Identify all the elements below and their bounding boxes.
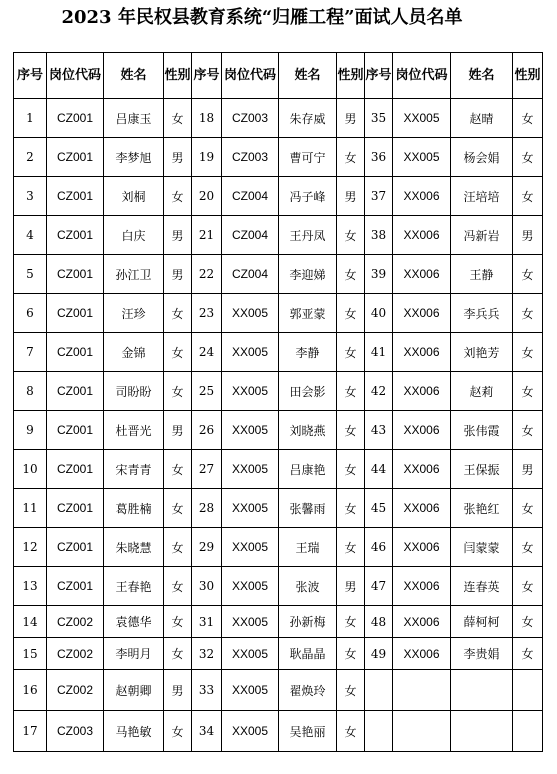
seq-cell: 25 — [192, 372, 222, 411]
seq-cell: 22 — [192, 255, 222, 294]
name-cell: 袁德华 — [104, 606, 164, 638]
name-cell: 王丹凤 — [279, 216, 337, 255]
empty-cell — [513, 670, 543, 711]
gender-cell: 女 — [164, 99, 192, 138]
gender-cell: 女 — [513, 411, 543, 450]
name-cell: 翟焕玲 — [279, 670, 337, 711]
name-cell: 张馨雨 — [279, 489, 337, 528]
code-cell: XX005 — [222, 489, 279, 528]
code-cell: CZ002 — [47, 670, 104, 711]
name-cell: 杜晋光 — [104, 411, 164, 450]
seq-cell: 17 — [14, 711, 47, 752]
gender-cell: 女 — [513, 528, 543, 567]
name-cell: 葛胜楠 — [104, 489, 164, 528]
name-cell: 金锦 — [104, 333, 164, 372]
table-body — [14, 99, 543, 752]
gender-cell: 男 — [337, 567, 365, 606]
seq-cell: 28 — [192, 489, 222, 528]
seq-cell: 38 — [365, 216, 393, 255]
code-cell: XX005 — [222, 606, 279, 638]
name-cell: 吕康艳 — [279, 450, 337, 489]
seq-cell: 4 — [14, 216, 47, 255]
name-cell: 白庆 — [104, 216, 164, 255]
seq-cell: 3 — [14, 177, 47, 216]
name-cell: 朱存威 — [279, 99, 337, 138]
seq-cell: 27 — [192, 450, 222, 489]
gender-cell: 男 — [337, 177, 365, 216]
gender-cell: 女 — [513, 372, 543, 411]
code-cell: XX005 — [222, 670, 279, 711]
name-cell: 汪培培 — [451, 177, 513, 216]
code-cell: CZ001 — [47, 99, 104, 138]
header-code: 岗位代码 — [47, 53, 104, 99]
code-cell: XX006 — [393, 528, 451, 567]
gender-cell: 女 — [164, 333, 192, 372]
gender-cell: 女 — [164, 567, 192, 606]
gender-cell: 女 — [337, 638, 365, 670]
header-seq: 序号 — [192, 53, 222, 99]
code-cell: CZ003 — [47, 711, 104, 752]
name-cell: 刘艳芳 — [451, 333, 513, 372]
name-cell: 朱晓慧 — [104, 528, 164, 567]
code-cell: XX006 — [393, 372, 451, 411]
seq-cell: 32 — [192, 638, 222, 670]
seq-cell: 1 — [14, 99, 47, 138]
interview-roster-table — [13, 52, 543, 752]
seq-cell: 12 — [14, 528, 47, 567]
gender-cell: 女 — [337, 372, 365, 411]
gender-cell: 女 — [164, 294, 192, 333]
gender-cell: 男 — [337, 99, 365, 138]
seq-cell: 44 — [365, 450, 393, 489]
name-cell: 李兵兵 — [451, 294, 513, 333]
seq-cell: 20 — [192, 177, 222, 216]
gender-cell: 男 — [513, 450, 543, 489]
name-cell: 王春艳 — [104, 567, 164, 606]
table-row — [14, 567, 543, 606]
table-row — [14, 450, 543, 489]
name-cell: 田会影 — [279, 372, 337, 411]
gender-cell: 女 — [164, 372, 192, 411]
name-cell: 闫蒙蒙 — [451, 528, 513, 567]
name-cell: 王保振 — [451, 450, 513, 489]
gender-cell: 女 — [164, 177, 192, 216]
code-cell: CZ001 — [47, 372, 104, 411]
gender-cell: 女 — [164, 528, 192, 567]
empty-cell — [393, 711, 451, 752]
empty-cell — [451, 711, 513, 752]
header-seq: 序号 — [365, 53, 393, 99]
code-cell: XX005 — [222, 333, 279, 372]
table-row — [14, 216, 543, 255]
seq-cell: 26 — [192, 411, 222, 450]
seq-cell: 43 — [365, 411, 393, 450]
gender-cell: 女 — [337, 489, 365, 528]
seq-cell: 14 — [14, 606, 47, 638]
table-row — [14, 333, 543, 372]
code-cell: CZ001 — [47, 528, 104, 567]
empty-cell — [365, 670, 393, 711]
code-cell: XX005 — [222, 638, 279, 670]
seq-cell: 23 — [192, 294, 222, 333]
code-cell: XX005 — [222, 294, 279, 333]
gender-cell: 女 — [337, 255, 365, 294]
name-cell: 孙江卫 — [104, 255, 164, 294]
gender-cell: 男 — [513, 216, 543, 255]
seq-cell: 47 — [365, 567, 393, 606]
gender-cell: 女 — [337, 450, 365, 489]
seq-cell: 7 — [14, 333, 47, 372]
code-cell: XX005 — [222, 411, 279, 450]
header-name: 姓名 — [104, 53, 164, 99]
seq-cell: 40 — [365, 294, 393, 333]
seq-cell: 36 — [365, 138, 393, 177]
name-cell: 汪珍 — [104, 294, 164, 333]
header-gender: 性别 — [513, 53, 543, 99]
gender-cell: 女 — [337, 294, 365, 333]
seq-cell: 48 — [365, 606, 393, 638]
table-row — [14, 255, 543, 294]
table-row — [14, 411, 543, 450]
gender-cell: 女 — [164, 450, 192, 489]
name-cell: 张伟霞 — [451, 411, 513, 450]
seq-cell: 41 — [365, 333, 393, 372]
seq-cell: 11 — [14, 489, 47, 528]
gender-cell: 女 — [164, 489, 192, 528]
name-cell: 李贵娟 — [451, 638, 513, 670]
name-cell: 赵晴 — [451, 99, 513, 138]
name-cell: 张波 — [279, 567, 337, 606]
table-row — [14, 606, 543, 638]
code-cell: CZ001 — [47, 255, 104, 294]
code-cell: XX006 — [393, 216, 451, 255]
gender-cell: 男 — [164, 138, 192, 177]
gender-cell: 女 — [164, 711, 192, 752]
code-cell: XX006 — [393, 294, 451, 333]
name-cell: 曹可宁 — [279, 138, 337, 177]
seq-cell: 13 — [14, 567, 47, 606]
gender-cell: 女 — [513, 567, 543, 606]
seq-cell: 8 — [14, 372, 47, 411]
header-name: 姓名 — [279, 53, 337, 99]
seq-cell: 2 — [14, 138, 47, 177]
table-row — [14, 177, 543, 216]
table-row — [14, 670, 543, 711]
gender-cell: 女 — [337, 711, 365, 752]
table-row — [14, 528, 543, 567]
table-row — [14, 711, 543, 752]
gender-cell: 女 — [337, 670, 365, 711]
code-cell: XX006 — [393, 411, 451, 450]
name-cell: 郭亚蒙 — [279, 294, 337, 333]
table-row — [14, 294, 543, 333]
name-cell: 张艳红 — [451, 489, 513, 528]
name-cell: 李静 — [279, 333, 337, 372]
code-cell: XX006 — [393, 177, 451, 216]
gender-cell: 女 — [513, 177, 543, 216]
code-cell: CZ002 — [47, 638, 104, 670]
name-cell: 耿晶晶 — [279, 638, 337, 670]
code-cell: CZ001 — [47, 138, 104, 177]
table-row — [14, 99, 543, 138]
header-name: 姓名 — [451, 53, 513, 99]
gender-cell: 女 — [513, 138, 543, 177]
gender-cell: 男 — [164, 255, 192, 294]
seq-cell: 33 — [192, 670, 222, 711]
code-cell: XX005 — [222, 567, 279, 606]
seq-cell: 9 — [14, 411, 47, 450]
name-cell: 连春英 — [451, 567, 513, 606]
table-header-row — [14, 53, 543, 99]
gender-cell: 女 — [513, 99, 543, 138]
header-gender: 性别 — [164, 53, 192, 99]
seq-cell: 42 — [365, 372, 393, 411]
seq-cell: 37 — [365, 177, 393, 216]
code-cell: XX006 — [393, 638, 451, 670]
name-cell: 杨会娟 — [451, 138, 513, 177]
name-cell: 吕康玉 — [104, 99, 164, 138]
name-cell: 赵朝卿 — [104, 670, 164, 711]
name-cell: 王静 — [451, 255, 513, 294]
header-code: 岗位代码 — [393, 53, 451, 99]
table-row — [14, 138, 543, 177]
code-cell: CZ001 — [47, 333, 104, 372]
code-cell: XX005 — [393, 138, 451, 177]
name-cell: 司盼盼 — [104, 372, 164, 411]
seq-cell: 10 — [14, 450, 47, 489]
code-cell: XX006 — [393, 255, 451, 294]
name-cell: 冯新岩 — [451, 216, 513, 255]
seq-cell: 31 — [192, 606, 222, 638]
name-cell: 宋青青 — [104, 450, 164, 489]
code-cell: XX006 — [393, 333, 451, 372]
gender-cell: 女 — [513, 294, 543, 333]
code-cell: CZ001 — [47, 177, 104, 216]
code-cell: CZ004 — [222, 216, 279, 255]
seq-cell: 45 — [365, 489, 393, 528]
code-cell: CZ001 — [47, 294, 104, 333]
code-cell: XX005 — [222, 372, 279, 411]
seq-cell: 15 — [14, 638, 47, 670]
gender-cell: 男 — [164, 670, 192, 711]
seq-cell: 35 — [365, 99, 393, 138]
seq-cell: 19 — [192, 138, 222, 177]
code-cell: CZ001 — [47, 489, 104, 528]
gender-cell: 女 — [337, 411, 365, 450]
seq-cell: 39 — [365, 255, 393, 294]
code-cell: CZ003 — [222, 138, 279, 177]
seq-cell: 46 — [365, 528, 393, 567]
name-cell: 冯子峰 — [279, 177, 337, 216]
seq-cell: 6 — [14, 294, 47, 333]
name-cell: 刘桐 — [104, 177, 164, 216]
empty-cell — [451, 670, 513, 711]
code-cell: CZ004 — [222, 177, 279, 216]
name-cell: 赵莉 — [451, 372, 513, 411]
table-row — [14, 489, 543, 528]
code-cell: XX005 — [393, 99, 451, 138]
seq-cell: 5 — [14, 255, 47, 294]
name-cell: 马艳敏 — [104, 711, 164, 752]
gender-cell: 女 — [513, 489, 543, 528]
seq-cell: 49 — [365, 638, 393, 670]
header-gender: 性别 — [337, 53, 365, 99]
code-cell: CZ003 — [222, 99, 279, 138]
code-cell: CZ004 — [222, 255, 279, 294]
name-cell: 刘晓燕 — [279, 411, 337, 450]
gender-cell: 男 — [164, 216, 192, 255]
empty-cell — [365, 711, 393, 752]
name-cell: 王瑞 — [279, 528, 337, 567]
seq-cell: 18 — [192, 99, 222, 138]
code-cell: XX006 — [393, 567, 451, 606]
name-cell: 李明月 — [104, 638, 164, 670]
gender-cell: 女 — [337, 333, 365, 372]
table-row — [14, 638, 543, 670]
gender-cell: 男 — [164, 411, 192, 450]
name-cell: 孙新梅 — [279, 606, 337, 638]
name-cell: 薛柯柯 — [451, 606, 513, 638]
gender-cell: 女 — [337, 528, 365, 567]
name-cell: 吴艳丽 — [279, 711, 337, 752]
gender-cell: 女 — [164, 638, 192, 670]
seq-cell: 21 — [192, 216, 222, 255]
gender-cell: 女 — [513, 255, 543, 294]
code-cell: CZ001 — [47, 411, 104, 450]
seq-cell: 29 — [192, 528, 222, 567]
code-cell: XX006 — [393, 606, 451, 638]
code-cell: XX005 — [222, 711, 279, 752]
code-cell: CZ001 — [47, 216, 104, 255]
seq-cell: 16 — [14, 670, 47, 711]
gender-cell: 女 — [513, 606, 543, 638]
seq-cell: 30 — [192, 567, 222, 606]
page-title: 2023 年民权县教育系统“归雁工程”面试人员名单 — [61, 7, 463, 28]
code-cell: XX006 — [393, 450, 451, 489]
empty-cell — [393, 670, 451, 711]
name-cell: 李迎娣 — [279, 255, 337, 294]
seq-cell: 24 — [192, 333, 222, 372]
code-cell: XX005 — [222, 450, 279, 489]
header-seq: 序号 — [14, 53, 47, 99]
gender-cell: 女 — [337, 138, 365, 177]
header-code: 岗位代码 — [222, 53, 279, 99]
gender-cell: 女 — [337, 216, 365, 255]
gender-cell: 女 — [164, 606, 192, 638]
seq-cell: 34 — [192, 711, 222, 752]
table-row — [14, 372, 543, 411]
gender-cell: 女 — [337, 606, 365, 638]
code-cell: CZ001 — [47, 450, 104, 489]
code-cell: CZ001 — [47, 567, 104, 606]
gender-cell: 女 — [513, 638, 543, 670]
code-cell: XX006 — [393, 489, 451, 528]
name-cell: 李梦旭 — [104, 138, 164, 177]
empty-cell — [513, 711, 543, 752]
code-cell: XX005 — [222, 528, 279, 567]
code-cell: CZ002 — [47, 606, 104, 638]
gender-cell: 女 — [513, 333, 543, 372]
